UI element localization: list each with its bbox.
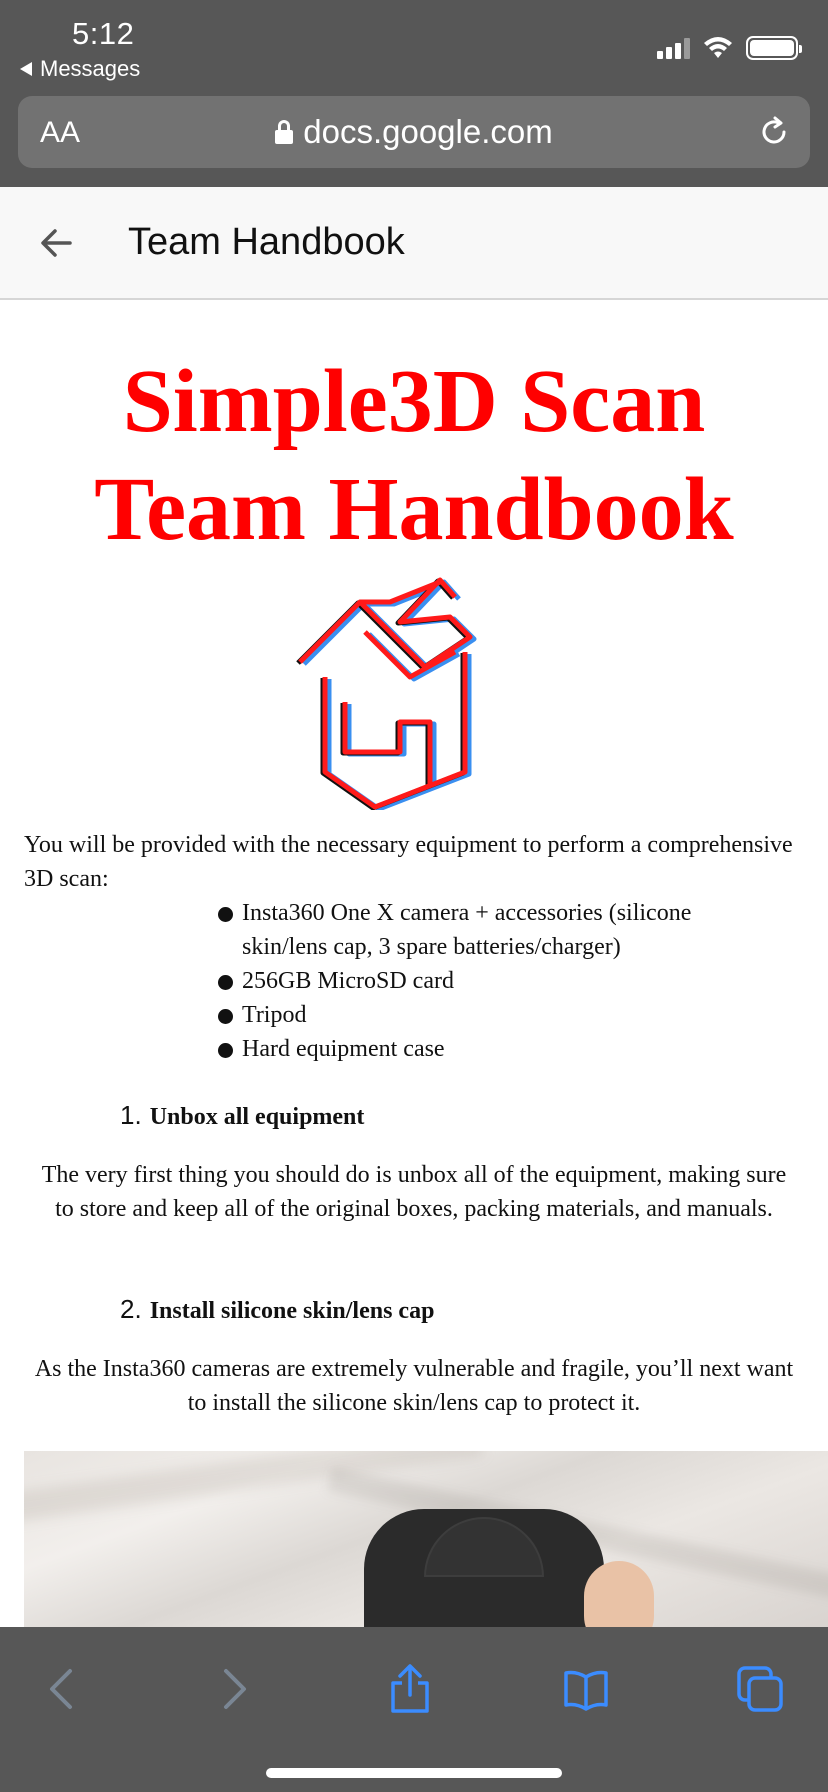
step-1-heading <box>120 1100 364 1131</box>
intro-paragraph: You will be provided with the necessary equipment to perform a comprehensive 3D scan: <box>24 832 793 892</box>
back-triangle-icon <box>20 62 32 76</box>
home-indicator[interactable] <box>266 1768 562 1778</box>
back-to-app-link[interactable] <box>20 56 140 82</box>
url-display[interactable] <box>18 113 810 151</box>
status-icons <box>657 36 798 60</box>
main-title-line-1: Simple3D Scan <box>122 352 706 451</box>
back-icon <box>42 1667 82 1711</box>
simple3d-house-logo <box>290 572 520 810</box>
bookmarks-icon <box>562 1667 610 1711</box>
text-size-label: AA <box>40 116 81 149</box>
url-text: docs.google.com <box>303 113 553 150</box>
battery-icon <box>746 36 798 60</box>
equipment-list <box>216 896 776 1066</box>
back-button[interactable] <box>30 1657 94 1721</box>
docs-header <box>0 187 828 300</box>
forward-icon <box>214 1667 254 1711</box>
list-item: Tripod <box>216 998 776 1032</box>
list-item: Hard equipment case <box>216 1032 776 1066</box>
step-number: 2. <box>120 1294 142 1324</box>
wifi-icon <box>702 36 734 60</box>
main-title-line-2: Team Handbook <box>94 460 734 559</box>
step-2-heading <box>120 1294 434 1325</box>
step-title: Install silicone skin/lens cap <box>149 1298 435 1324</box>
list-item: Insta360 One X camera + accessories (silicone skin/lens cap, 3 spare batteries/charger) <box>216 896 776 964</box>
document-title: Team Handbook <box>128 221 405 263</box>
back-arrow-icon[interactable] <box>36 223 76 263</box>
url-bar[interactable] <box>18 96 810 168</box>
step-2-paragraph: As the Insta360 cameras are extremely vulnerable and fragile, you’ll next want to install the silicone skin/lens cap to protect it. <box>34 1356 794 1416</box>
tabs-button[interactable] <box>728 1657 792 1721</box>
step-number: 1. <box>120 1100 142 1130</box>
bookmarks-button[interactable] <box>554 1657 618 1721</box>
camera-photo <box>24 1451 828 1631</box>
lock-icon <box>275 120 293 144</box>
step-title: Unbox all equipment <box>149 1104 365 1130</box>
reload-icon[interactable] <box>756 114 792 150</box>
tabs-icon <box>735 1664 785 1714</box>
step-1-paragraph: The very first thing you should do is unbox all of the equipment, making sure to store and keep all of the original boxes, packing materials, and manuals. <box>41 1162 787 1222</box>
status-time: 5:12 <box>72 16 135 51</box>
safari-bottom-toolbar <box>0 1627 828 1792</box>
share-button[interactable] <box>378 1657 442 1721</box>
safari-top-chrome <box>0 0 828 187</box>
back-to-app-label: Messages <box>40 56 141 81</box>
share-icon <box>388 1663 432 1715</box>
cellular-signal-icon <box>657 37 690 59</box>
forward-button[interactable] <box>202 1657 266 1721</box>
list-item: 256GB MicroSD card <box>216 964 776 998</box>
